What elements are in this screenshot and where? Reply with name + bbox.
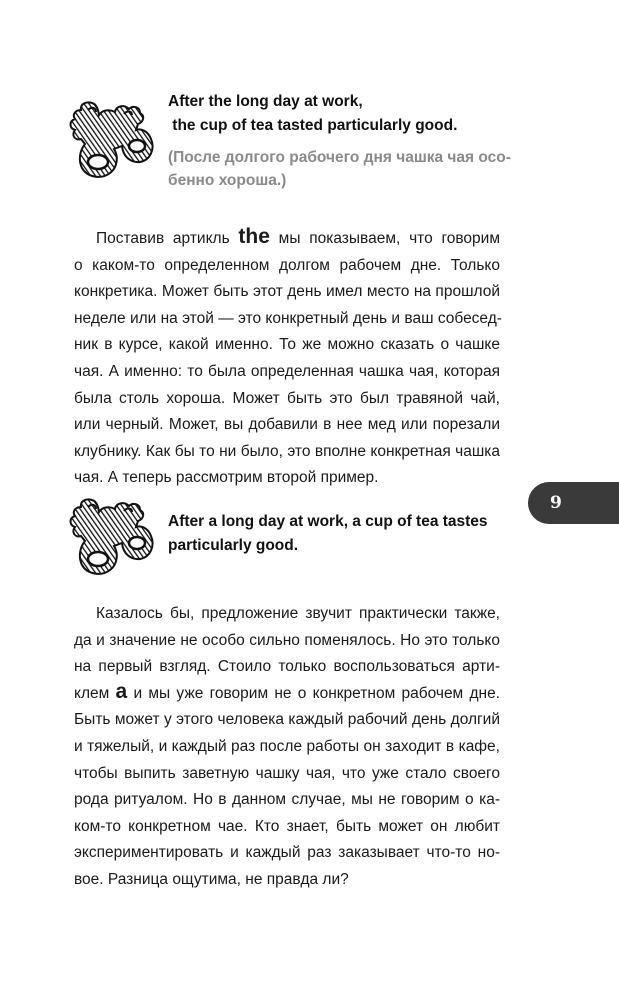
paragraph-line: экспериментировать и каждый раз заказывает что-то но- — [74, 844, 500, 862]
paragraph-line: чтобы выпить заветную чашку чая, что уже стало своего — [74, 764, 500, 782]
paragraph-2 — [74, 601, 500, 894]
paragraph-line: Казалось бы, предложение звучит практически также, — [96, 605, 500, 622]
paragraph-line: была столь хороша. Может быть это был травяной чай, — [74, 389, 500, 407]
paragraph-line — [74, 226, 500, 253]
translation-line: (После долгого рабочего дня чашка чая осо- — [168, 149, 511, 166]
translation-line: бенно хороша.) — [168, 172, 287, 189]
paragraph-line: на первый взгляд. Стоило только воспользоваться арти- — [74, 658, 500, 676]
paragraph-line: клубнику. Как бы то ни было, это вполне конкретная чашка — [74, 442, 500, 460]
article-a: a — [115, 679, 128, 703]
example-translation-1 — [168, 146, 511, 192]
paragraph-line: чая. А теперь рассмотрим второй пример. — [74, 469, 379, 487]
paragraph-text: и мы уже говорим не о конкретном рабочем дне. — [127, 684, 500, 702]
tea-cups-icon — [66, 100, 156, 184]
paragraph-line — [74, 681, 500, 708]
paragraph-text: Поставив артикль — [96, 230, 239, 247]
example-line: After the long day at work, — [168, 93, 363, 110]
paragraph-line: рода ритуалом. Но в данном случае, мы не говорим о ка- — [74, 791, 500, 809]
paragraph-line: о каком-то определенном долгом рабочем дне. Только — [74, 256, 500, 274]
paragraph-text: клем — [74, 684, 116, 702]
example-line: particularly good. — [168, 537, 299, 554]
paragraph-line: конкретика. Может быть этот день имел место на прошлой — [74, 283, 500, 301]
paragraph-line: вое. Разница ощутима, не правда ли? — [74, 870, 349, 888]
example-sentence-1 — [168, 90, 498, 138]
example-sentence-2 — [168, 510, 498, 558]
example-line: After a long day at work, a cup of tea tastes — [168, 513, 488, 530]
article-the: the — [238, 225, 270, 248]
paragraph-line: ник в курсе, какой именно. То же можно сказать о чашке — [74, 336, 500, 354]
paragraph-line: да и значение не особо сильно поменялось. Но это только — [74, 631, 500, 649]
paragraph-line: или черный. Может, вы добавили в нее мед или порезали — [74, 416, 500, 434]
paragraph-line: Быть может у этого человека каждый рабочий день долгий — [74, 711, 500, 729]
paragraph-line: ком-то конкретном чае. Кто знает, быть может он любит — [74, 817, 500, 835]
page-number-tab — [528, 482, 619, 524]
example-line: the cup of tea tasted particularly good. — [168, 117, 458, 134]
paragraph-line: чая. А именно: то была определенная чашка чая, которая — [74, 362, 500, 380]
page-number: 9 — [550, 493, 562, 513]
paragraph-line: и тяжелый, и каждый раз после работы он заходит в кафе, — [74, 737, 500, 755]
paragraph-text: мы показываем, что говорим — [269, 230, 500, 247]
paragraph-line: неделе или на этой — это конкретный день и ваш собесед- — [74, 309, 502, 327]
tea-cups-icon — [66, 497, 156, 581]
paragraph-1 — [74, 226, 500, 492]
